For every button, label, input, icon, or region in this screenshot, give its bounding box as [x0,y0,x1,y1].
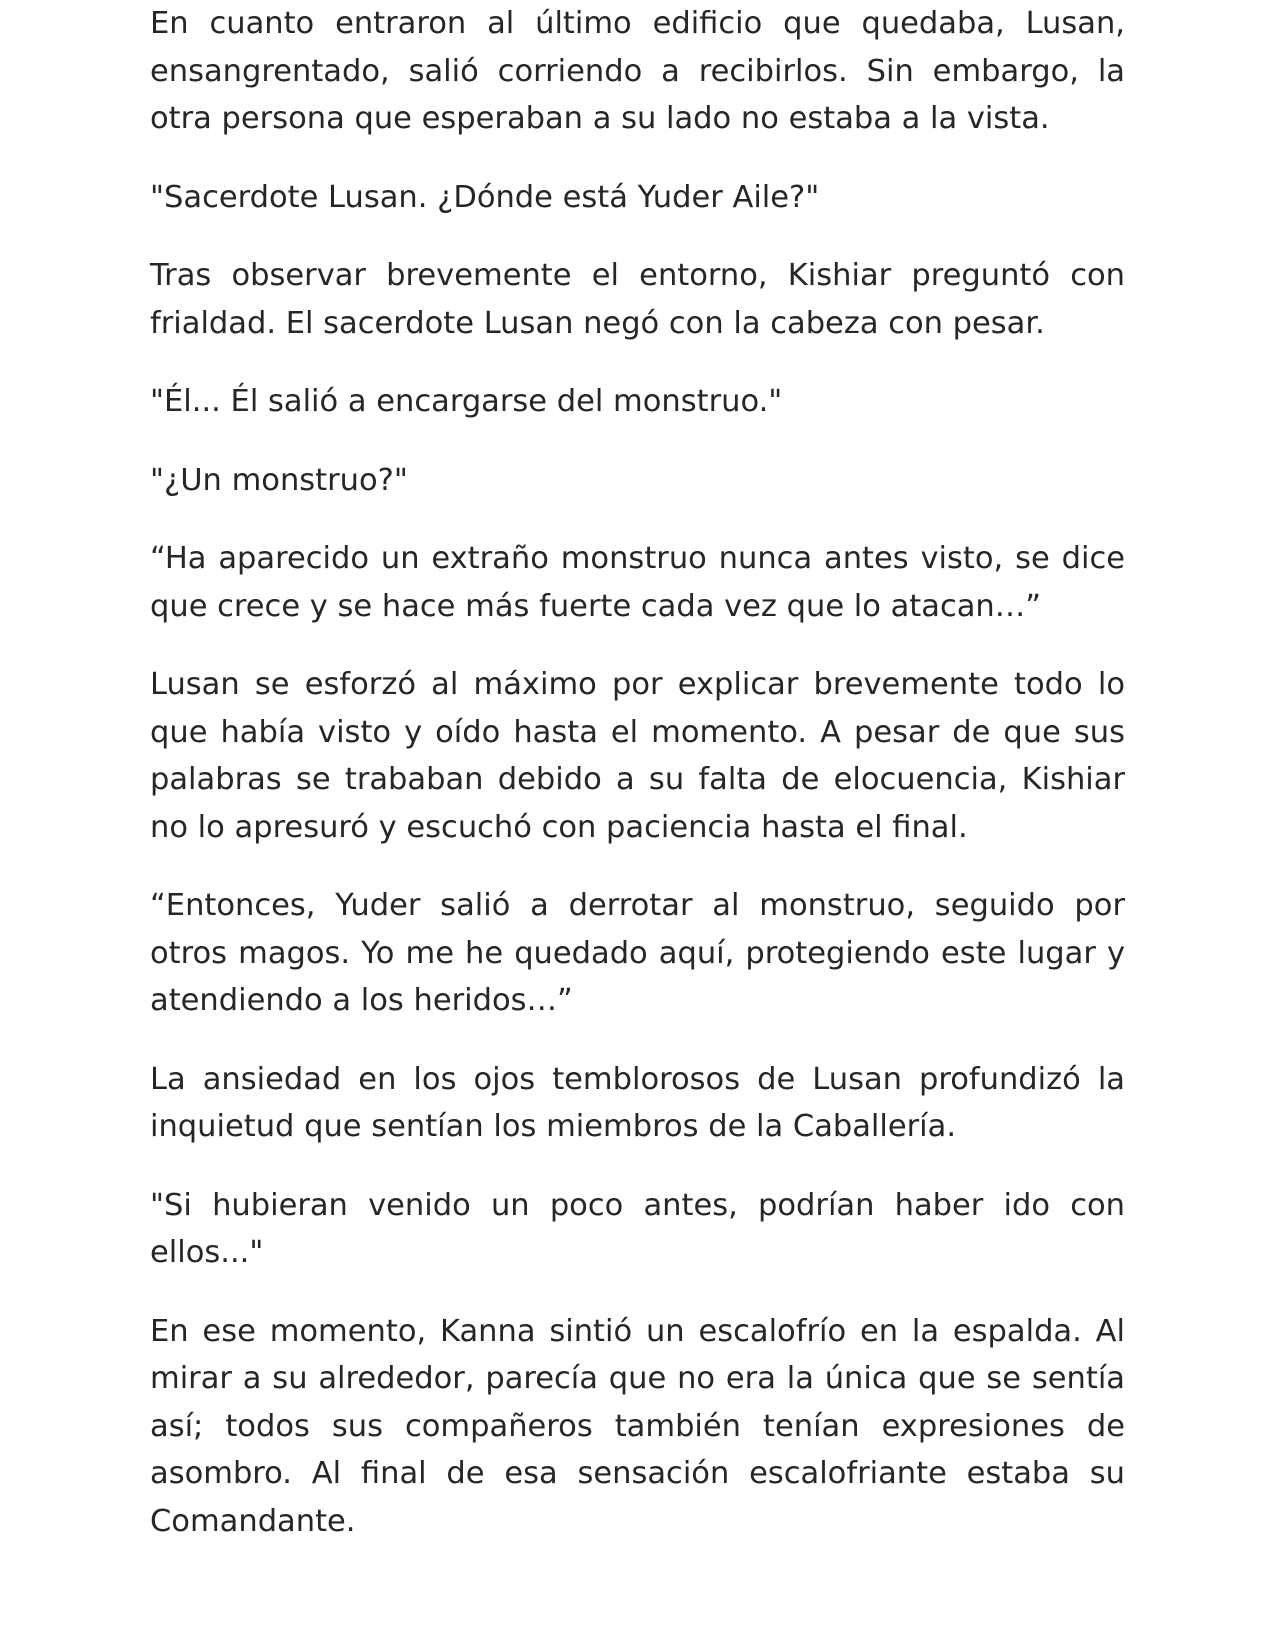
paragraph-1: En cuanto entraron al último edificio que quedaba, Lusan, ensangrentado, salió corriendo a recibirlos. Sin embargo, la otra persona que esperaban a su lado no estaba a la vista. [150,6,1125,136]
paragraph-9: La ansiedad en los ojos temblorosos de Lusan profundizó la inquietud que sentían los miembros de la Caballería. [150,1061,1125,1144]
document-body [150,0,1125,1576]
paragraph-8: “Entonces, Yuder salió a derrotar al monstruo, seguido por otros magos. Yo me he quedado aquí, protegiendo este lugar y atendiendo a los heridos…” [150,888,1125,1018]
paragraph-4: "Él... Él salió a encargarse del monstruo." [150,384,783,419]
paragraph-10: "Si hubieran venido un poco antes, podrían haber ido con ellos..." [150,1187,1125,1270]
paragraph-6: “Ha aparecido un extraño monstruo nunca antes visto, se dice que crece y se hace más fuerte cada vez que lo atacan…” [150,541,1125,624]
paragraph-5: "¿Un monstruo?" [150,462,408,498]
paragraph-2: "Sacerdote Lusan. ¿Dónde está Yuder Aile?" [150,179,820,215]
paragraph-7: Lusan se esforzó al máximo por explicar brevemente todo lo que había visto y oído hasta el momento. A pesar de que sus palabras se trababan debido a su falta de elocuencia, Kishiar no lo apresuró y escuchó con paciencia hasta el final. [150,667,1125,845]
paragraph-3: Tras observar brevemente el entorno, Kishiar preguntó con frialdad. El sacerdote Lusan negó con la cabeza con pesar. [150,258,1125,341]
paragraph-11: En ese momento, Kanna sintió un escalofrío en la espalda. Al mirar a su alrededor, parecía que no era la única que se sentía así; todos sus compañeros también tenían expresiones de asombro. Al final de esa sensación escalofriante estaba su Comandante. [150,1313,1125,1539]
